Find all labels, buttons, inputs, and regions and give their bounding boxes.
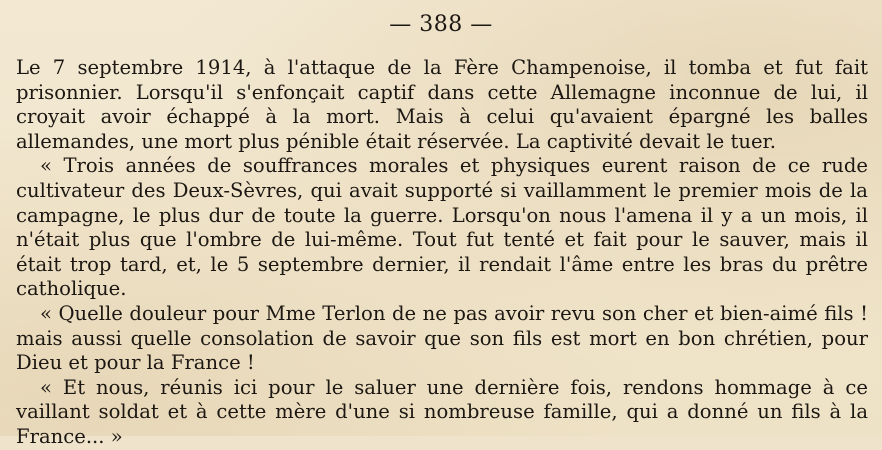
paragraph-captivity: « Trois années de souffrances morales et physiques eurent raison de ce rude cultivateur des Deux-Sèvres, qui avait supporté si vaillamment le premier mois de la campagne, le plus dur de toute la guerre. Lorsqu'on nous l'amena il y a un mois, il n'était plus que l'ombre de lui-même. Tout fut tenté et fait pour le sauver, mais il était trop tard, et, le 5 septembre dernier, il rendait l'âme entre les bras du prêtre catholique. (16, 154, 868, 301)
page-number: — 388 — (389, 12, 493, 37)
paragraph-capture: Le 7 septembre 1914, à l'attaque de la Fère Champenoise, il tomba et fut fait prisonnier. Lorsqu'il s'enfonçait captif dans cette Allemagne inconnue de lui, il croyait avoir échappé à la mort. Mais à celui qu'avaient épargné les balles allemandes, une mort plus pénible était réservée. La captivité devait le tuer. (16, 56, 868, 153)
paragraph-homage: « Et nous, réunis ici pour le saluer une dernière fois, rendons hommage à ce vaillant soldat et à cette mère d'une si nombreuse famille, qui a donné un fils à la France... » (16, 375, 868, 448)
paragraph-mother: « Quelle douleur pour Mme Terlon de ne pas avoir revu son cher et bien-aimé fils ! mais aussi quelle consolation de savoir que son fils est mort en bon chrétien, pour Dieu et pour la France ! (16, 301, 868, 375)
body-text (16, 56, 868, 450)
